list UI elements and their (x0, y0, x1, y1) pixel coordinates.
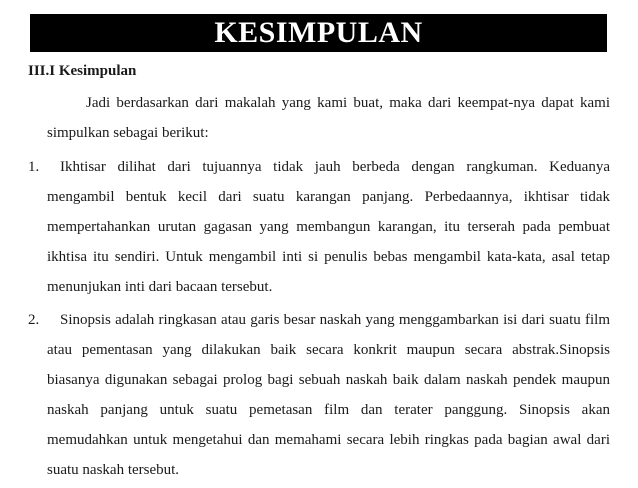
conclusion-list (28, 152, 610, 485)
document-body (28, 88, 610, 488)
title-banner (30, 14, 607, 52)
list-item-text: Ikhtisar dilihat dari tujuannya tidak jauh berbeda dengan rangkuman. Keduanya mengambil bentuk kecil dari suatu karangan panjang. Perbedaannya, ikhtisar tidak mempertahankan urutan gagasan yang membangun karangan, itu terserah pada pembuat ikhtisa itu sendiri. Untuk mengambil inti si penulis bebas mengambil kata-kata, asal tetap menunjukan inti dari bacaan tersebut. (47, 159, 610, 295)
section-heading: III.I Kesimpulan (28, 63, 137, 79)
list-item-text: Sinopsis adalah ringkasan atau garis besar naskah yang menggambarkan isi dari suatu film atau pementasan yang dilakukan baik secara konkrit maupun secara abstrak.Sinopsis biasanya digunakan sebagai prolog bagi sebuah naskah baik dalam naskah pendek maupun naskah panjang untuk suatu pemetasan film dan terater panggung. Sinopsis akan memudahkan untuk mengetahui dan memahami secara lebih ringkas pada bagian awal dari suatu naskah tersebut. (47, 312, 610, 478)
page-title: KESIMPULAN (214, 16, 423, 49)
list-item-number: 2. (28, 312, 40, 328)
list-item (28, 152, 610, 302)
list-item (28, 305, 610, 485)
list-item-number: 1. (28, 159, 40, 175)
intro-paragraph: Jadi berdasarkan dari makalah yang kami buat, maka dari keempat-nya dapat kami simpulkan sebagai berikut: (47, 95, 610, 141)
